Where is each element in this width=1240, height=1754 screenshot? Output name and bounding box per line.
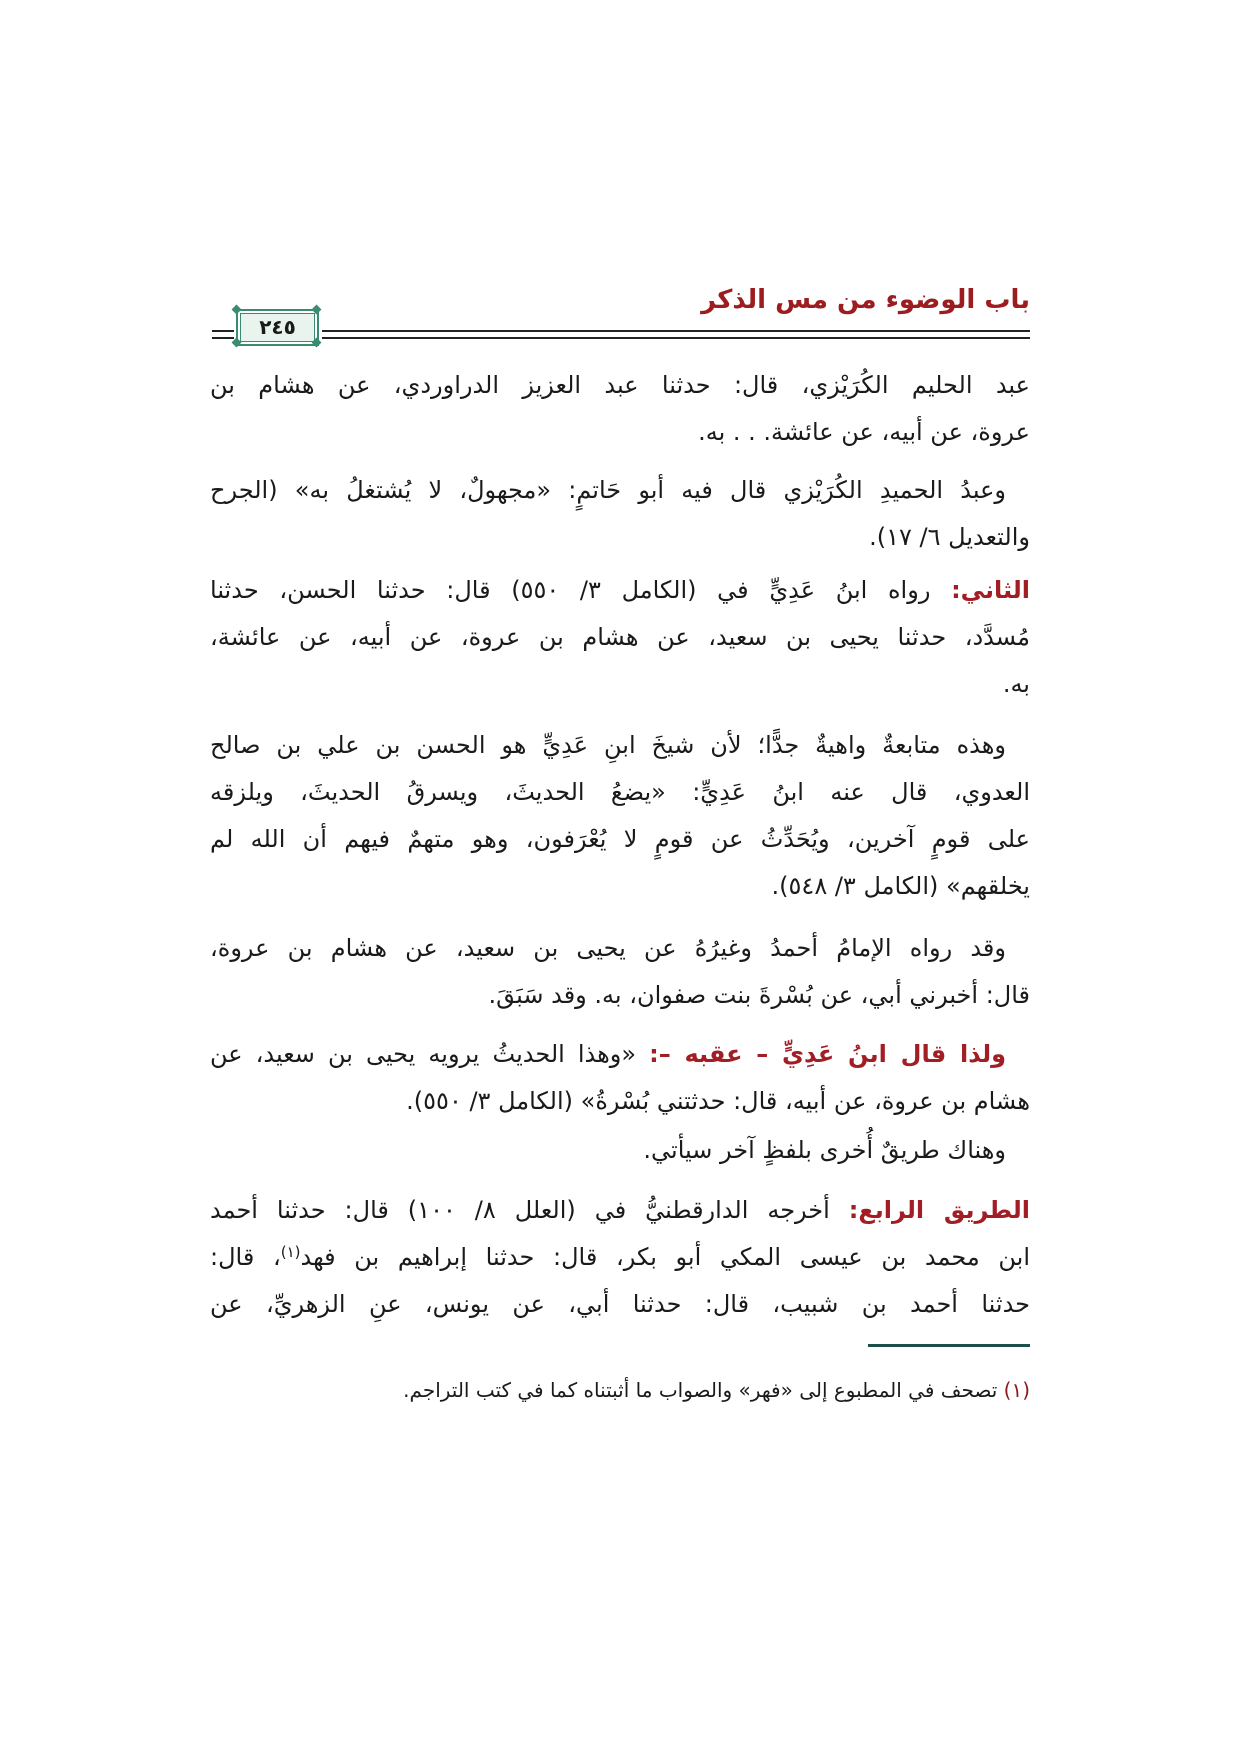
text-line: يخلقهم» (الكامل ٣/ ٥٤٨). (771, 872, 1030, 900)
section-label: ولذا قال ابنُ عَدِيٍّ – عقبه –: (649, 1040, 1007, 1068)
page-number: ٢٤٥ (259, 315, 296, 339)
header-rule-top (322, 330, 1030, 332)
page-number-frame (236, 309, 319, 346)
text-line: وهذه متابعةٌ واهيةٌ جدًّا؛ لأن شيخَ ابنِ عَدِيٍّ هو الحسن بن علي بن صالح (210, 731, 1006, 759)
footnote-ref: (١) (280, 1243, 301, 1261)
header-rule-left-top (212, 330, 234, 332)
text-run: ابن محمد بن عيسى المكي أبو بكر، قال: حدثنا إبراهيم بن فهد (300, 1243, 1030, 1271)
text-line (210, 1234, 1030, 1281)
text-line: على قومٍ آخرين، ويُحَدِّثُ عن قومٍ لا يُعْرَفون، وهو متهمٌ فيهم أن الله لم (210, 825, 1030, 853)
text-line: عروة، عن أبيه، عن عائشة. . . به. (698, 418, 1030, 446)
section-label: الثاني: (951, 576, 1030, 604)
footnote (210, 1368, 1030, 1412)
section-label: الطريق الرابع: (848, 1196, 1030, 1224)
text-line (210, 1187, 1030, 1234)
text-line: قال: أخبرني أبي، عن بُسْرةَ بنت صفوان، به. وقد سَبَقَ. (488, 981, 1030, 1009)
text-line: والتعديل ٦/ ١٧). (869, 523, 1030, 551)
text-run: أخرجه الدارقطنيُّ في (العلل ٨/ ١٠٠) قال: حدثنا أحمد (210, 1196, 849, 1224)
text-line: هشام بن عروة، عن أبيه، قال: حدثتني بُسْرةُ» (الكامل ٣/ ٥٥٠). (406, 1087, 1030, 1115)
text-line: العدوي، قال عنه ابنُ عَدِيٍّ: «يضعُ الحديثَ، ويسرقُ الحديثَ، ويلزقه (210, 778, 1030, 806)
text-line (210, 567, 1030, 614)
text-line: وعبدُ الحميدِ الكُرَيْزي قال فيه أبو حَاتمٍ: «مجهولٌ، لا يُشتغلُ به» (الجرح (210, 476, 1006, 504)
text-run: ، قال: (210, 1243, 281, 1271)
text-line: مُسدَّد، حدثنا يحيى بن سعيد، عن هشام بن عروة، عن أبيه، عن عائشة، (210, 623, 1030, 651)
running-title: باب الوضوء من مس الذكر (701, 285, 1030, 315)
header-rule-left-bottom (212, 337, 234, 339)
header-rule-bottom (322, 337, 1030, 339)
footnote-marker: (١) (1003, 1378, 1030, 1402)
footnote-separator (868, 1344, 1030, 1347)
text-line: به. (1002, 670, 1030, 698)
text-line: وهناك طريقٌ أُخرى بلفظٍ آخر سيأتي. (643, 1136, 1006, 1164)
text-run: «وهذا الحديثُ يرويه يحيى بن سعيد، عن (210, 1040, 650, 1068)
text-line: حدثنا أحمد بن شبيب، قال: حدثنا أبي، عن يونس، عنِ الزهريِّ، عن (210, 1290, 1030, 1318)
text-line: عبد الحليم الكُرَيْزي، قال: حدثنا عبد العزيز الدراوردي، عن هشام بن (210, 371, 1030, 399)
text-line (210, 1031, 1030, 1078)
text-run: رواه ابنُ عَدِيٍّ في (الكامل ٣/ ٥٥٠) قال: حدثنا الحسن، حدثنا (210, 576, 952, 604)
footnote-text: تصحف في المطبوع إلى «فهر» والصواب ما أثبتناه كما في كتب التراجم. (403, 1378, 1004, 1402)
text-line: وقد رواه الإمامُ أحمدُ وغيرُهُ عن يحيى بن سعيد، عن هشام بن عروة، (210, 934, 1006, 962)
